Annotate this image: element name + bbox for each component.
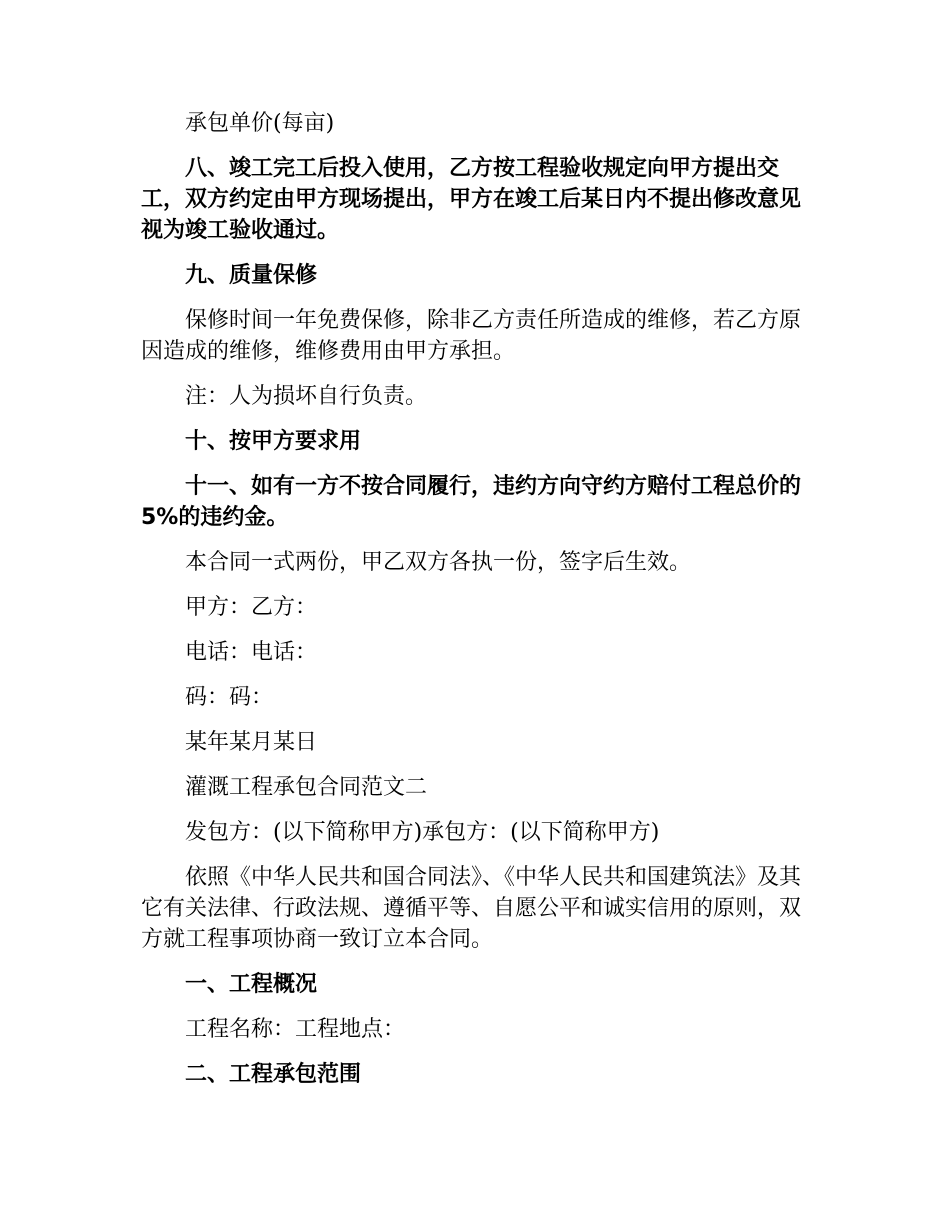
paragraph-parties: 发包方：(以下简称甲方)承包方：(以下简称甲方) (185, 820, 660, 845)
section-1-heading: 一、工程概况 (185, 972, 318, 997)
signature-parties: 甲方：乙方： (185, 595, 318, 620)
section-11-breach: 十一、如有一方不按合同履行，违约方向守约方赔付工程总价的 5%的违约金。 (141, 474, 802, 530)
paragraph-warranty: 保修时间一年免费保修，除非乙方责任所造成的维修，若乙方原因造成的维修，维修费用由甲方承担。 (141, 308, 802, 364)
sample-title: 灌溉工程承包合同范文二 (185, 775, 428, 800)
section-9-heading: 九、质量保修 (185, 263, 318, 288)
signature-code: 码：码： (185, 685, 274, 710)
section-2-heading: 二、工程承包范围 (185, 1062, 362, 1087)
document-body (141, 108, 811, 1104)
paragraph-project-name: 工程名称：工程地点： (185, 1017, 406, 1042)
section-8-completion-acceptance: 八、竣工完工后投入使用，乙方按工程验收规定向甲方提出交工，双方约定由甲方现场提出，甲方在竣工后某日内不提出修改意见视为竣工验收通过。 (141, 156, 802, 243)
signature-date: 某年某月某日 (185, 730, 318, 755)
signature-phone: 电话：电话： (185, 640, 318, 665)
paragraph-note: 注：人为损坏自行负责。 (185, 384, 428, 409)
paragraph-unit-price: 承包单价(每亩) (185, 111, 335, 136)
paragraph-legal-basis: 依照《中华人民共和国合同法》、《中华人民共和国建筑法》及其它有关法律、行政法规、遵循平等、自愿公平和诚实信用的原则，双方就工程事项协商一致订立本合同。 (141, 865, 802, 952)
section-10-heading: 十、按甲方要求用 (185, 429, 362, 454)
paragraph-copies: 本合同一式两份，甲乙双方各执一份，签字后生效。 (185, 550, 692, 575)
